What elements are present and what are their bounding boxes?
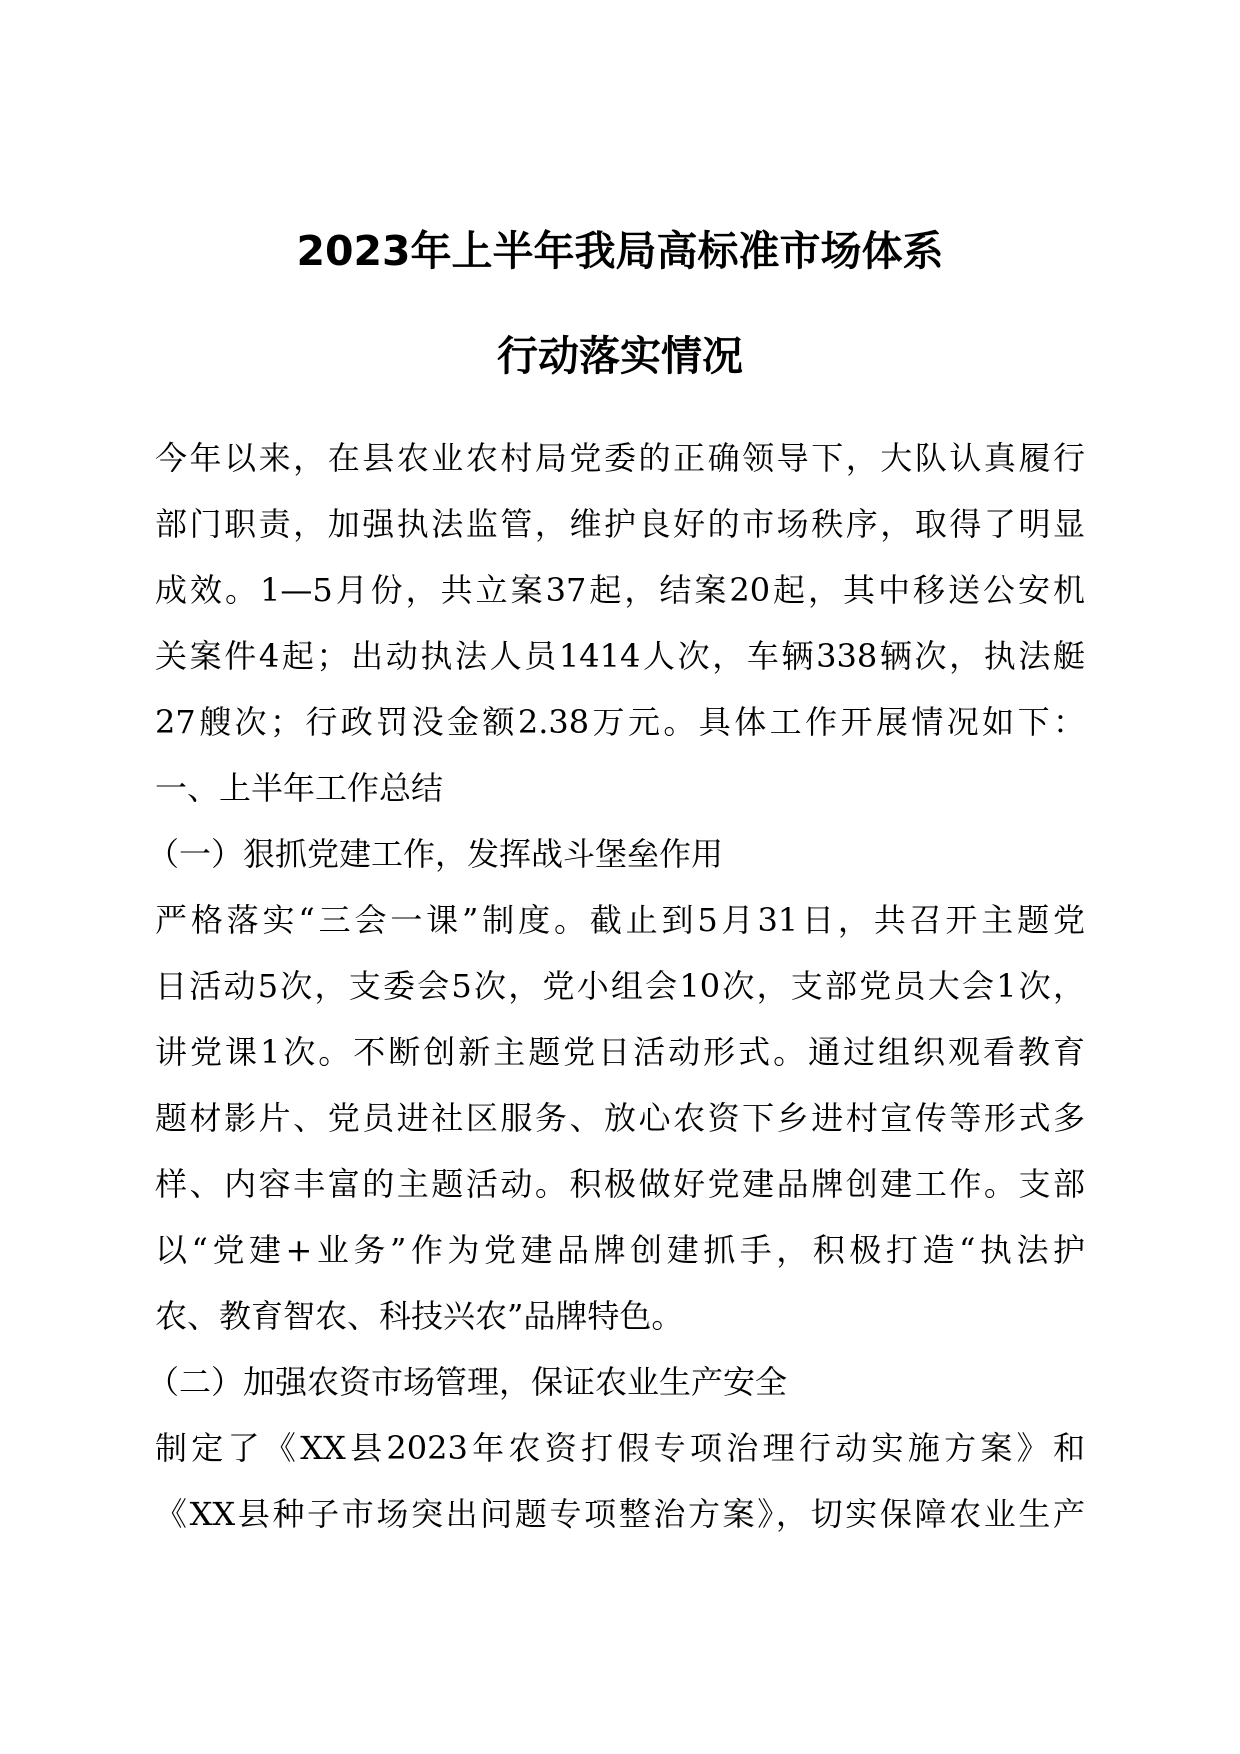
subsection-heading: （一）狠抓党建工作，发挥战斗堡垒作用 [147, 835, 724, 873]
body-line: 以“党建+业务”作为党建品牌创建抓手，积极打造“执法护 [155, 1231, 1085, 1269]
body-line: 关案件4起；出动执法人员1414人次，车辆338辆次，执法艇 [155, 637, 1085, 675]
body-line: 讲党课1次。不断创新主题党日活动形式。通过组织观看教育 [155, 1033, 1085, 1071]
subsection-heading: （二）加强农资市场管理，保证农业生产安全 [147, 1363, 788, 1401]
document-title-line-1: 2023年上半年我局高标准市场体系 [296, 227, 944, 275]
body-line: 制定了《XX县2023年农资打假专项治理行动实施方案》和 [155, 1429, 1085, 1467]
body-line: 严格落实“三会一课”制度。截止到5月31日，共召开主题党 [155, 901, 1085, 939]
document-title-line-2: 行动落实情况 [497, 332, 743, 380]
document-body [147, 425, 1085, 1547]
body-line: 题材影片、党员进社区服务、放心农资下乡进村宣传等形式多 [155, 1099, 1085, 1137]
body-line: 成效。1—5月份，共立案37起，结案20起，其中移送公安机 [155, 571, 1085, 609]
body-line: 日活动5次，支委会5次，党小组会10次，支部党员大会1次， [155, 967, 1085, 1005]
body-line: 今年以来，在县农业农村局党委的正确领导下，大队认真履行 [155, 439, 1085, 477]
body-line: 部门职责，加强执法监管，维护良好的市场秩序，取得了明显 [155, 505, 1085, 543]
body-line: 27艘次；行政罚没金额2.38万元。具体工作开展情况如下： [155, 703, 1085, 741]
body-line: 样、内容丰富的主题活动。积极做好党建品牌创建工作。支部 [155, 1165, 1085, 1203]
body-line: 农、教育智农、科技兴农”品牌特色。 [155, 1297, 684, 1335]
section-heading: 一、上半年工作总结 [155, 769, 444, 807]
body-line: 《XX县种子市场突出问题专项整治方案》，切实保障农业生产 [155, 1495, 1085, 1533]
